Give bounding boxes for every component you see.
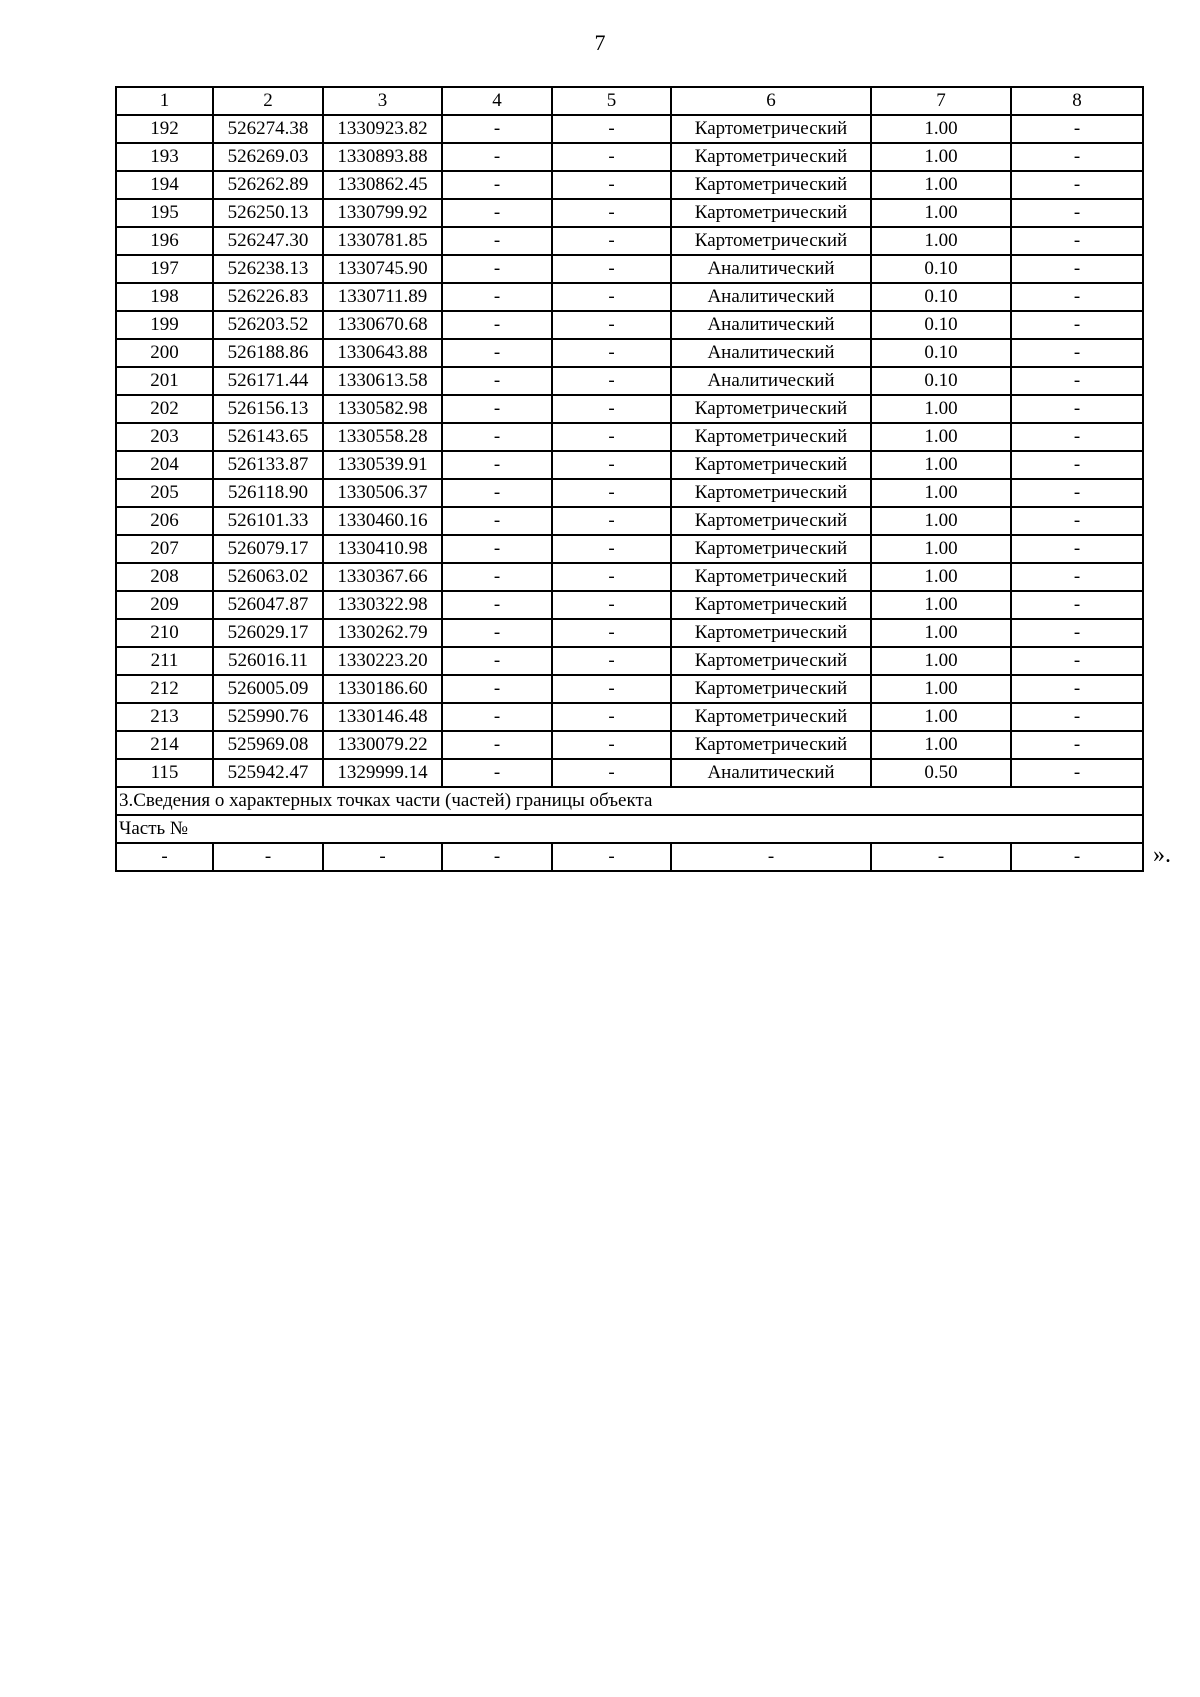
table-cell: - <box>1011 227 1143 255</box>
table-cell: 526047.87 <box>213 591 323 619</box>
empty-row <box>116 843 1143 871</box>
table-cell: Картометрический <box>671 563 871 591</box>
table-cell: - <box>552 171 671 199</box>
table-cell: 197 <box>116 255 213 283</box>
table-cell: 1.00 <box>871 675 1011 703</box>
table-cell: - <box>552 423 671 451</box>
table-row <box>116 451 1143 479</box>
table-cell: 212 <box>116 675 213 703</box>
table-cell: - <box>1011 395 1143 423</box>
table-cell: - <box>552 255 671 283</box>
table-row <box>116 591 1143 619</box>
table-row <box>116 507 1143 535</box>
table-cell: 1330506.37 <box>323 479 442 507</box>
page-number: 7 <box>594 30 606 55</box>
table-cell: 1.00 <box>871 563 1011 591</box>
table-cell: - <box>442 311 552 339</box>
table-cell: - <box>1011 507 1143 535</box>
table-cell: Аналитический <box>671 311 871 339</box>
table-row <box>116 367 1143 395</box>
table-cell: 1.00 <box>871 619 1011 647</box>
table-cell: 526262.89 <box>213 171 323 199</box>
table-cell: - <box>442 731 552 759</box>
table-row <box>116 395 1143 423</box>
header-cell: 3 <box>323 87 442 115</box>
table-cell: Картометрический <box>671 619 871 647</box>
header-cell: 7 <box>871 87 1011 115</box>
table-body <box>116 87 1143 871</box>
table-row <box>116 731 1143 759</box>
table-cell: 1330539.91 <box>323 451 442 479</box>
table-cell: 200 <box>116 339 213 367</box>
table-cell: - <box>552 619 671 647</box>
table-cell: 526171.44 <box>213 367 323 395</box>
table-cell: 526133.87 <box>213 451 323 479</box>
table-row <box>116 339 1143 367</box>
table-cell: 0.10 <box>871 339 1011 367</box>
table-cell: - <box>552 395 671 423</box>
table-cell: 1330799.92 <box>323 199 442 227</box>
table-cell: 1.00 <box>871 227 1011 255</box>
table-cell: 1.00 <box>871 423 1011 451</box>
table-cell: - <box>442 703 552 731</box>
table-cell: - <box>552 759 671 787</box>
table-cell: 1330745.90 <box>323 255 442 283</box>
table-cell: - <box>442 115 552 143</box>
table-cell: - <box>1011 479 1143 507</box>
table-cell: 1330262.79 <box>323 619 442 647</box>
table-cell: - <box>442 367 552 395</box>
table-cell: 0.10 <box>871 367 1011 395</box>
table-cell: 201 <box>116 367 213 395</box>
header-cell: 1 <box>116 87 213 115</box>
table-row <box>116 255 1143 283</box>
table-cell: Картометрический <box>671 507 871 535</box>
table-cell: 199 <box>116 311 213 339</box>
table-row <box>116 563 1143 591</box>
table-cell: - <box>442 647 552 675</box>
table-cell: 1330322.98 <box>323 591 442 619</box>
table-cell: Картометрический <box>671 591 871 619</box>
table-cell: 1330613.58 <box>323 367 442 395</box>
table-cell: 526118.90 <box>213 479 323 507</box>
empty-cell: - <box>213 843 323 871</box>
table-cell: 525942.47 <box>213 759 323 787</box>
table-cell: - <box>1011 703 1143 731</box>
table-cell: Аналитический <box>671 283 871 311</box>
table-cell: Картометрический <box>671 675 871 703</box>
table-cell: 1330711.89 <box>323 283 442 311</box>
table-cell: - <box>552 479 671 507</box>
empty-cell: - <box>1011 843 1143 871</box>
table-cell: 202 <box>116 395 213 423</box>
table-cell: - <box>1011 451 1143 479</box>
table-cell: - <box>552 283 671 311</box>
table-cell: - <box>1011 171 1143 199</box>
table-cell: 214 <box>116 731 213 759</box>
table-cell: - <box>1011 143 1143 171</box>
table-cell: - <box>442 675 552 703</box>
table-row <box>116 171 1143 199</box>
table-cell: - <box>1011 367 1143 395</box>
table-cell: 196 <box>116 227 213 255</box>
table-cell: - <box>1011 535 1143 563</box>
table-cell: - <box>552 199 671 227</box>
header-cell: 2 <box>213 87 323 115</box>
table-cell: - <box>1011 759 1143 787</box>
table-cell: 526247.30 <box>213 227 323 255</box>
table-cell: - <box>552 591 671 619</box>
table-cell: 203 <box>116 423 213 451</box>
table-cell: 1329999.14 <box>323 759 442 787</box>
table-cell: Аналитический <box>671 759 871 787</box>
table-cell: - <box>1011 591 1143 619</box>
table-row <box>116 311 1143 339</box>
table-cell: 1.00 <box>871 507 1011 535</box>
table-cell: 1.00 <box>871 703 1011 731</box>
table-cell: 210 <box>116 619 213 647</box>
table-cell: Картометрический <box>671 451 871 479</box>
part-label-row <box>116 815 1143 843</box>
table-cell: - <box>552 563 671 591</box>
table-cell: 526188.86 <box>213 339 323 367</box>
table-cell: - <box>552 703 671 731</box>
table-cell: Картометрический <box>671 423 871 451</box>
table-cell: - <box>442 591 552 619</box>
empty-cell: - <box>116 843 213 871</box>
table-cell: 1.00 <box>871 171 1011 199</box>
table-cell: 205 <box>116 479 213 507</box>
table-cell: - <box>1011 647 1143 675</box>
table-cell: 0.50 <box>871 759 1011 787</box>
table-row <box>116 143 1143 171</box>
table-cell: - <box>1011 283 1143 311</box>
table-row <box>116 283 1143 311</box>
table-cell: 526250.13 <box>213 199 323 227</box>
table-cell: Аналитический <box>671 367 871 395</box>
table-cell: - <box>552 451 671 479</box>
table-cell: Аналитический <box>671 339 871 367</box>
closing-quote: ». <box>1153 842 1171 868</box>
table-cell: 1330079.22 <box>323 731 442 759</box>
empty-cell: - <box>871 843 1011 871</box>
table-cell: 1.00 <box>871 115 1011 143</box>
table-cell: 0.10 <box>871 283 1011 311</box>
table-cell: - <box>442 563 552 591</box>
table-cell: - <box>552 535 671 563</box>
table-cell: - <box>1011 255 1143 283</box>
empty-cell: - <box>442 843 552 871</box>
table-cell: Картометрический <box>671 227 871 255</box>
table-cell: 1330146.48 <box>323 703 442 731</box>
table-cell: 525990.76 <box>213 703 323 731</box>
table-cell: - <box>552 367 671 395</box>
table-cell: 1.00 <box>871 199 1011 227</box>
table-cell: - <box>442 395 552 423</box>
table-cell: 1330367.66 <box>323 563 442 591</box>
table-cell: 195 <box>116 199 213 227</box>
table-cell: 211 <box>116 647 213 675</box>
table-cell: - <box>442 255 552 283</box>
table-cell: 526005.09 <box>213 675 323 703</box>
table-cell: 204 <box>116 451 213 479</box>
table-cell: - <box>442 535 552 563</box>
table-cell: Картометрический <box>671 703 871 731</box>
table-cell: 209 <box>116 591 213 619</box>
table-cell: 1330670.68 <box>323 311 442 339</box>
table-cell: Картометрический <box>671 171 871 199</box>
table-cell: 194 <box>116 171 213 199</box>
table-row <box>116 675 1143 703</box>
table-cell: - <box>442 227 552 255</box>
table-cell: 526101.33 <box>213 507 323 535</box>
table-cell: - <box>552 143 671 171</box>
table-cell: - <box>442 143 552 171</box>
table-cell: - <box>442 759 552 787</box>
table-row <box>116 115 1143 143</box>
table-cell: - <box>1011 115 1143 143</box>
table-row <box>116 759 1143 787</box>
table-cell: 526079.17 <box>213 535 323 563</box>
table-cell: 1.00 <box>871 591 1011 619</box>
table-cell: - <box>442 423 552 451</box>
table-cell: Картометрический <box>671 115 871 143</box>
table-cell: Картометрический <box>671 479 871 507</box>
table-row <box>116 227 1143 255</box>
table-cell: - <box>552 311 671 339</box>
table-cell: - <box>552 339 671 367</box>
table-cell: - <box>442 507 552 535</box>
table-cell: 1330460.16 <box>323 507 442 535</box>
table-cell: 198 <box>116 283 213 311</box>
table-cell: 115 <box>116 759 213 787</box>
table-cell: 213 <box>116 703 213 731</box>
table-cell: Картометрический <box>671 647 871 675</box>
table-cell: 1.00 <box>871 479 1011 507</box>
coordinates-table <box>115 86 1144 872</box>
table-cell: Аналитический <box>671 255 871 283</box>
header-cell: 4 <box>442 87 552 115</box>
table-cell: 1330410.98 <box>323 535 442 563</box>
table-row <box>116 703 1143 731</box>
table-row <box>116 619 1143 647</box>
table-cell: 526156.13 <box>213 395 323 423</box>
table-cell: - <box>1011 675 1143 703</box>
table-cell: 0.10 <box>871 311 1011 339</box>
table-cell: 1330223.20 <box>323 647 442 675</box>
table-cell: - <box>552 675 671 703</box>
table-cell: 1330862.45 <box>323 171 442 199</box>
section-title: 3.Сведения о характерных точках части (частей) границы объекта <box>116 787 1143 815</box>
table-cell: 526029.17 <box>213 619 323 647</box>
table-cell: 206 <box>116 507 213 535</box>
header-cell: 8 <box>1011 87 1143 115</box>
table-cell: - <box>1011 339 1143 367</box>
table-cell: 1330781.85 <box>323 227 442 255</box>
table-cell: Картометрический <box>671 199 871 227</box>
table-cell: 1330893.88 <box>323 143 442 171</box>
table-cell: - <box>1011 311 1143 339</box>
table-cell: - <box>442 479 552 507</box>
table-cell: - <box>442 451 552 479</box>
table-cell: 193 <box>116 143 213 171</box>
table-cell: 1.00 <box>871 535 1011 563</box>
table-cell: Картометрический <box>671 731 871 759</box>
table-cell: 1.00 <box>871 143 1011 171</box>
table-cell: 526238.13 <box>213 255 323 283</box>
table-cell: - <box>552 731 671 759</box>
header-cell: 6 <box>671 87 871 115</box>
table-cell: - <box>552 115 671 143</box>
empty-cell: - <box>323 843 442 871</box>
table-row <box>116 423 1143 451</box>
table-cell: - <box>552 507 671 535</box>
table-cell: 526203.52 <box>213 311 323 339</box>
table-cell: - <box>552 227 671 255</box>
table-cell: 526269.03 <box>213 143 323 171</box>
table-row <box>116 535 1143 563</box>
header-cell: 5 <box>552 87 671 115</box>
table-cell: - <box>442 199 552 227</box>
table-cell: 525969.08 <box>213 731 323 759</box>
table-cell: 207 <box>116 535 213 563</box>
table-cell: 1330582.98 <box>323 395 442 423</box>
table-cell: 208 <box>116 563 213 591</box>
empty-cell: - <box>671 843 871 871</box>
table-cell: 1330643.88 <box>323 339 442 367</box>
table-cell: - <box>1011 619 1143 647</box>
table-cell: 192 <box>116 115 213 143</box>
table-cell: 526274.38 <box>213 115 323 143</box>
table-cell: 1.00 <box>871 451 1011 479</box>
table-cell: 0.10 <box>871 255 1011 283</box>
table-cell: - <box>1011 199 1143 227</box>
table-cell: 1330923.82 <box>323 115 442 143</box>
table-cell: - <box>552 647 671 675</box>
table-cell: 1.00 <box>871 731 1011 759</box>
section-title-row <box>116 787 1143 815</box>
table-cell: 1330186.60 <box>323 675 442 703</box>
table-cell: 526226.83 <box>213 283 323 311</box>
table-row <box>116 479 1143 507</box>
table-cell: - <box>1011 731 1143 759</box>
part-label: Часть № <box>116 815 1143 843</box>
table-cell: - <box>442 171 552 199</box>
table-cell: Картометрический <box>671 395 871 423</box>
table-row <box>116 647 1143 675</box>
empty-cell: - <box>552 843 671 871</box>
table-row <box>116 199 1143 227</box>
table-cell: Картометрический <box>671 143 871 171</box>
table-cell: 526016.11 <box>213 647 323 675</box>
table-cell: Картометрический <box>671 535 871 563</box>
table-cell: - <box>442 339 552 367</box>
table-cell: - <box>442 619 552 647</box>
table-cell: 526063.02 <box>213 563 323 591</box>
header-row <box>116 87 1143 115</box>
table-cell: 1330558.28 <box>323 423 442 451</box>
table-cell: - <box>442 283 552 311</box>
table-cell: 1.00 <box>871 647 1011 675</box>
table-cell: 1.00 <box>871 395 1011 423</box>
table-cell: - <box>1011 563 1143 591</box>
table-cell: 526143.65 <box>213 423 323 451</box>
table-cell: - <box>1011 423 1143 451</box>
